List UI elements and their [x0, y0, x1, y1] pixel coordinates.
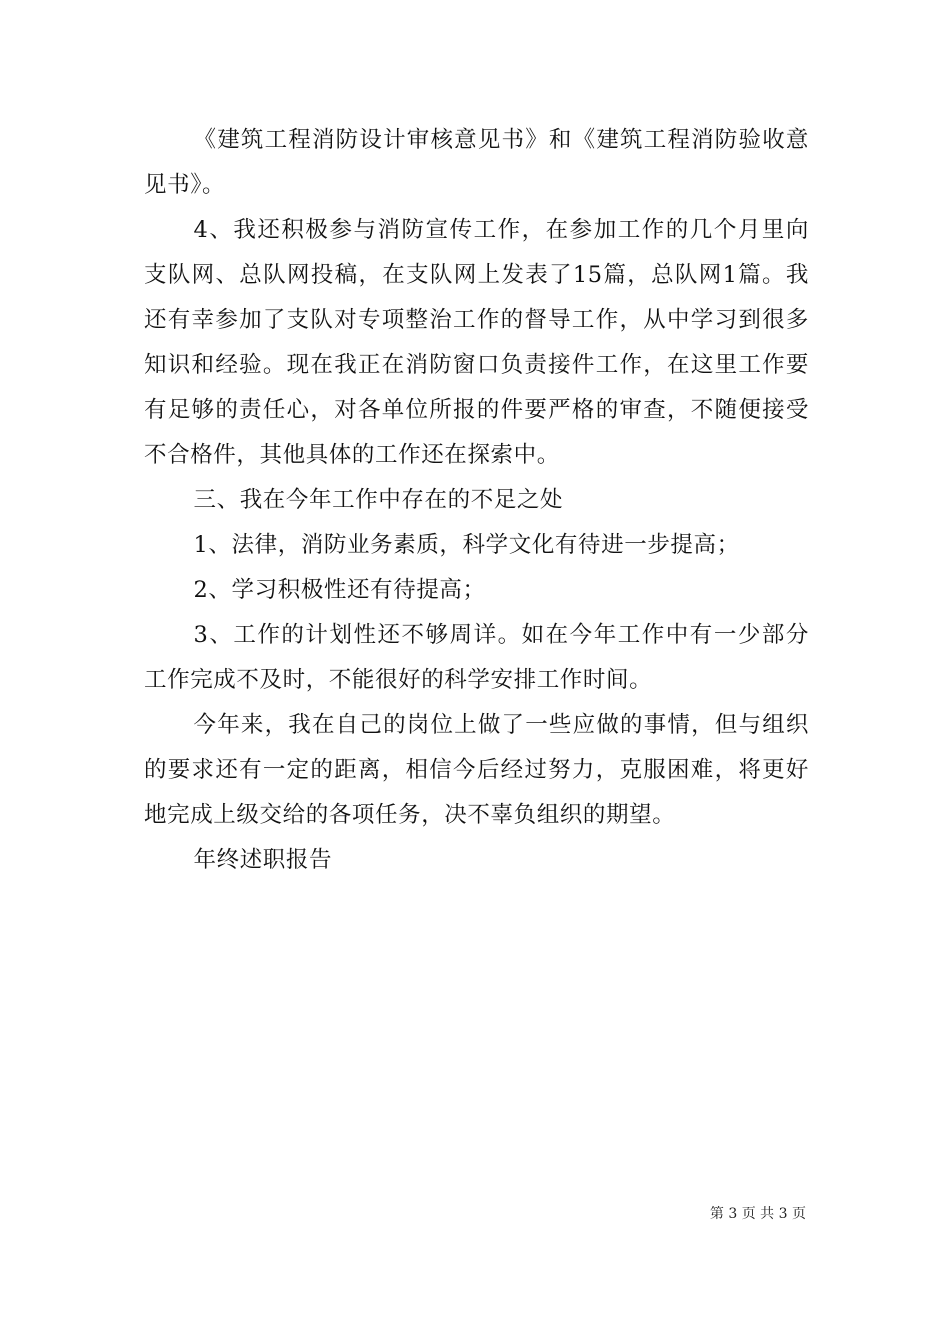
list-item-shortcoming-3: 3、工作的计划性还不够周详。如在今年工作中有一少部分工作完成不及时，不能很好的科学安排工作时间。 — [144, 622, 809, 693]
list-item-shortcoming-2: 2、学习积极性还有待提高； — [193, 577, 486, 603]
list-item-shortcoming-1: 1、法律，消防业务素质，科学文化有待进一步提高； — [193, 532, 740, 558]
paragraph-conclusion: 今年来，我在自己的岗位上做了一些应做的事情，但与组织的要求还有一定的距离，相信今后经过努力，克服困难，将更好地完成上级交给的各项任务，决不辜负组织的期望。 — [144, 712, 809, 828]
page-number-footer: 第 3 页 共 3 页 — [709, 1206, 806, 1222]
paragraph-report-title: 年终述职报告 — [193, 847, 333, 873]
paragraph-opinion-books: 《建筑工程消防设计审核意见书》和《建筑工程消防验收意见书》。 — [144, 127, 809, 198]
section-heading-shortcomings: 三、我在今年工作中存在的不足之处 — [193, 487, 564, 513]
document-body — [144, 118, 809, 883]
paragraph-publicity-work: 4、我还积极参与消防宣传工作，在参加工作的几个月里向支队网、总队网投稿，在支队网上发表了15篇，总队网1篇。我还有幸参加了支队对专项整治工作的督导工作，从中学习到很多知识和经验。现在我正在消防窗口负责接件工作，在这里工作要有足够的责任心，对各单位所报的件要严格的审查，不随便接受不合格件，其他具体的工作还在探索中。 — [144, 217, 809, 468]
